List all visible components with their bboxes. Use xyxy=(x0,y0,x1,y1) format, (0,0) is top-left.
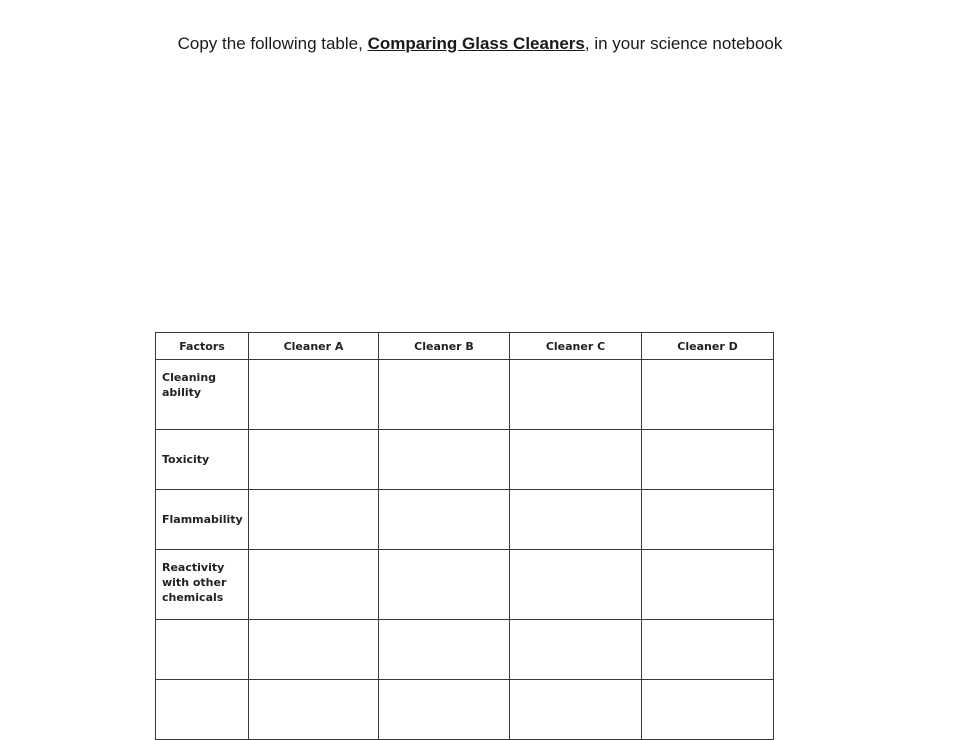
comparison-table xyxy=(155,332,774,740)
table-cell xyxy=(510,490,642,550)
instruction-suffix: , in your science notebook xyxy=(584,34,783,53)
table-title: Comparing Glass Cleaners xyxy=(367,34,585,53)
factor-label: Reactivity with other chemicals xyxy=(162,561,227,604)
header-row xyxy=(156,333,774,360)
table-cell xyxy=(379,490,510,550)
factor-toxicity: Toxicity xyxy=(156,430,249,490)
factor-flammability: Flammability xyxy=(156,490,249,550)
instruction-text xyxy=(0,34,960,54)
table-cell xyxy=(510,680,642,740)
table-cell xyxy=(642,550,774,620)
table-cell xyxy=(642,430,774,490)
factor-cleaning-ability xyxy=(156,360,249,430)
header-cleaner-d: Cleaner D xyxy=(642,333,774,360)
table-cell xyxy=(642,680,774,740)
header-cleaner-a: Cleaner A xyxy=(249,333,379,360)
table-cell xyxy=(379,620,510,680)
table-cell xyxy=(249,360,379,430)
instruction-prefix: Copy the following table, xyxy=(177,34,368,53)
factor-blank xyxy=(156,620,249,680)
table-cell xyxy=(249,550,379,620)
table-cell xyxy=(379,550,510,620)
table-cell xyxy=(642,620,774,680)
table-row xyxy=(156,490,774,550)
table-cell xyxy=(510,430,642,490)
table-row xyxy=(156,550,774,620)
factor-blank xyxy=(156,680,249,740)
table-row xyxy=(156,680,774,740)
table-cell xyxy=(379,680,510,740)
table-cell xyxy=(379,430,510,490)
table-cell xyxy=(510,550,642,620)
header-cleaner-c: Cleaner C xyxy=(510,333,642,360)
table-cell xyxy=(510,620,642,680)
table-cell xyxy=(642,490,774,550)
header-factors: Factors xyxy=(156,333,249,360)
table-cell xyxy=(379,360,510,430)
header-cleaner-b: Cleaner B xyxy=(379,333,510,360)
table-row xyxy=(156,430,774,490)
factor-reactivity xyxy=(156,550,249,620)
table-cell xyxy=(249,430,379,490)
table-cell xyxy=(249,620,379,680)
table-cell xyxy=(642,360,774,430)
factor-label: Cleaning ability xyxy=(162,371,217,399)
table-row xyxy=(156,620,774,680)
table-cell xyxy=(249,680,379,740)
table-row xyxy=(156,360,774,430)
table-cell xyxy=(510,360,642,430)
table-cell xyxy=(249,490,379,550)
